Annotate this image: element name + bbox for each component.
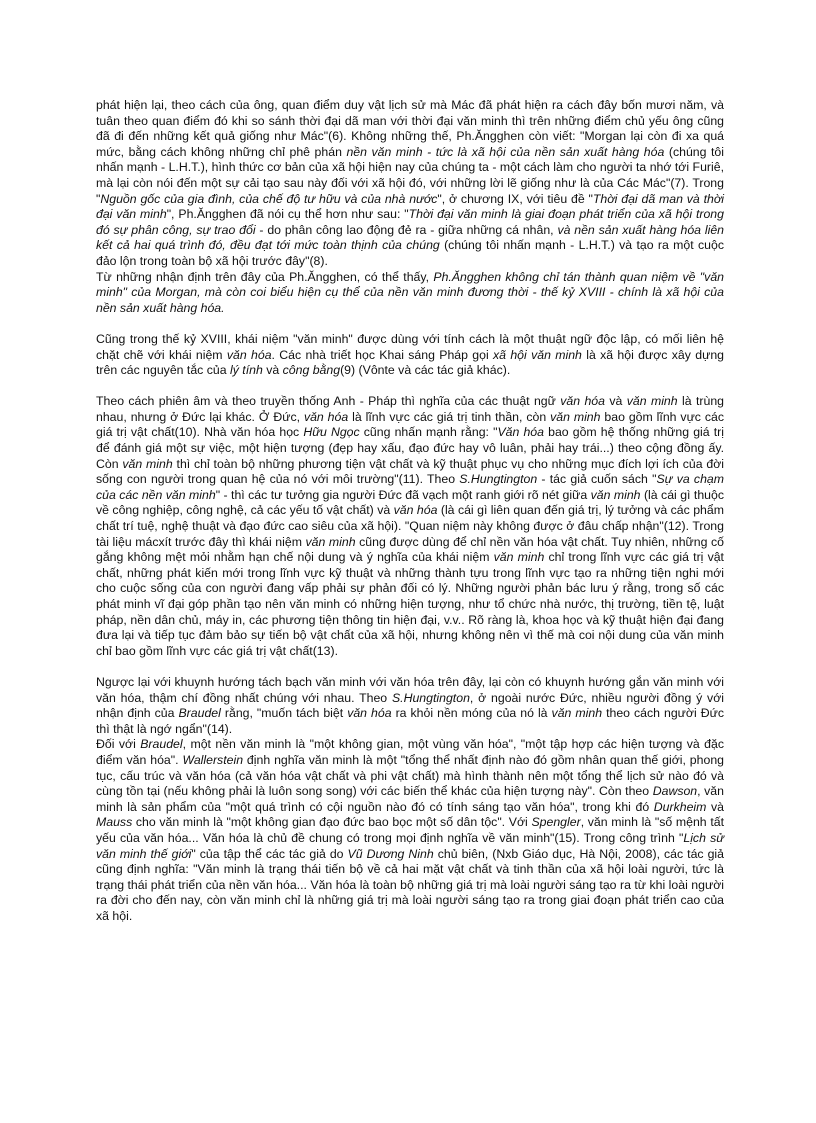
text-run: Cũng trong thế kỷ XVIII, khái niệm "văn minh" được dùng với tính cách là một thuật ngữ độc lập, có mối liên hệ chặt chẽ với khái niệm [96,331,724,362]
text-run: , một nền văn minh là "một không gian, một vùng văn hóa", "một tập hợp các hiện tượng và đặc điểm văn hóa". [96,737,724,767]
text-run: cũng được dùng để chỉ nền văn hóa vật chất. Tuy nhiên, những cố gắng không mệt mỏi nhằm hạn chế nội dung và ý nghĩa của khái niệm [96,534,724,565]
italic-text: Braudel [178,706,221,721]
paragraph [96,675,724,737]
italic-text: Hữu Ngọc [303,425,360,440]
text-run: Đối với [96,737,141,752]
italic-text: Nguồn gốc của gia đình, của chế độ tư hữu và của nhà nước [100,191,438,206]
italic-text: văn hóa [226,347,272,362]
text-run: Ngược lại với khuynh hướng tách bạch văn minh với văn hóa trên đây, lại còn có khuynh hướng gắn văn minh với văn hóa, thậm chí đồng nhất chúng với nhau. Theo [96,674,724,705]
text-run: là trùng nhau, nhưng ở Đức lại khác. Ở Đức, [96,394,724,424]
italic-text: công bằng [282,363,341,378]
italic-text: và nền sản xuất hàng hóa liên kết cả hai quá trình đó, đều đạt tới mức toàn thịnh của chúng [96,222,724,253]
text-run: (chúng tôi nhấn mạnh - L.H.T.), hình thức cơ bản của xã hội hiện nay của chúng ta - một cách làm cho người ta nhớ tới Furiê, mà lại còn nói đến một sự cải tạo sau này đối với xã hội đó, với những lời lẽ giống như là của Các Mác"(7). Trong " [96,144,724,206]
text-run: . Các nhà triết học Khai sáng Pháp gọi [271,347,494,362]
italic-text: xã hội văn minh [493,347,582,362]
italic-text: văn minh [626,394,678,409]
italic-text: Văn hóa [497,425,544,440]
italic-text: văn minh [122,456,173,471]
text-run: là lĩnh vực các giá trị tinh thần, còn [348,409,551,424]
text-run: - tác giả cuốn sách " [537,472,657,487]
italic-text: S.Hungtington [391,690,470,705]
italic-text: văn hóa [560,394,605,409]
text-run: , ở ngoài nước Đức, nhiều người đồng ý với nhận định của [96,690,724,721]
paragraph [96,332,724,379]
italic-text: Thời đại văn minh là giai đoạn phát triển của xã hội trong đó sự phân công, sự trao đổi [96,207,724,237]
paragraph [96,270,724,317]
text-run: cũng nhấn mạnh rằng: " [359,425,498,440]
text-run: và [262,363,283,378]
italic-text: Thời đại dã man và thời đại văn minh [96,191,724,222]
italic-text: S.Hungtington [459,472,538,487]
italic-text: văn minh [551,706,603,721]
text-run: (là cái gì thuộc về công nghiệp, công nghệ, cả các yếu tố vật chất) và [96,487,724,518]
text-run: - do phân công lao động đẻ ra - giữa những cá nhân, [255,222,558,237]
text-run: định nghĩa văn minh là một "tổng thể nhất định nào đó gồm nhân quan thế giới, phong tục, cấu trúc và văn hóa (cả văn hóa vật chất và phi vật chất) mà hình thành nên một tổng thể lịch sử nào đó và cùng tồn tại (nếu không phải là luôn song song) với các biến thể khác của hiện tượng này". Còn theo [96,752,724,799]
text-run: rằng, "muốn tách biệt [220,706,348,721]
italic-text: nền văn minh - tức là xã hội của nền sản xuất hàng hóa [346,144,665,159]
italic-text: văn minh [550,409,601,424]
italic-text: Mauss [96,815,133,830]
italic-text: lý tính [229,363,263,378]
paragraph [96,737,724,924]
text-run: " của tập thể các tác giả do [191,846,348,861]
text-run: cho văn minh là "một không gian đạo đức bao bọc một số dân tộc". Với [132,815,532,830]
paragraph-spacer [96,379,724,395]
text-run: bao gồm lĩnh vực các giá trị vật chất(10). Nhà văn hóa học [96,409,725,440]
italic-text: Spengler [531,815,581,830]
text-run: (chúng tôi nhấn mạnh - L.H.T.) và tạo ra một cuộc đảo lộn trong toàn bộ xã hội trước đây"(8). [96,238,724,268]
paragraph-spacer [96,316,724,332]
text-run: ", ở chương IX, với tiêu đề " [437,191,593,206]
italic-text: Dawson [652,784,698,799]
italic-text: văn hóa [347,706,392,721]
text-run: và [604,394,627,409]
paragraph [96,98,724,270]
text-run: ", Ph.Ăngghen đã nói cụ thể hơn như sau: " [166,207,409,222]
italic-text: Wallerstein [182,752,244,767]
italic-text: văn minh [493,550,545,565]
text-run: phát hiện lại, theo cách của ông, quan điểm duy vật lịch sử mà Mác đã phát hiện ra cách đây bốn mươi năm, và tuân theo quan điểm đó khi so sánh thời đại dã man với thời đại văn minh thì trên những điểm chủ yếu ông cũng đã đi đến những kết quả giống như Mác"(6). Không những thế, Ph.Ăngghen còn viết: "Morgan lại còn đi xa quá mức, bằng cách không những chỉ phê phán [96,98,724,159]
document-body [96,98,724,924]
text-run: chủ biên, (Nxb Giáo dục, Hà Nội, 2008), các tác giả cũng định nghĩa: "Văn minh là trạng thái tiến bộ về cả hai mặt vật chất và tinh thần của xã hội loài người, tức là trạng thái phát triển của nền văn hóa... Văn hóa là toàn bộ những giá trị mà loài người sáng tạo ra từ khi loài người ra đời cho đến nay, còn văn minh chỉ là những giá trị mà loài người sáng tạo ra trong giai đoạn phát triển cao của xã hội. [96,846,724,923]
paragraph [96,394,724,659]
italic-text: văn hóa [393,503,438,518]
text-run: " - thì các tư tưởng gia người Đức đã vạch một ranh giới rõ nét giữa [215,487,591,502]
italic-text: Vũ Dương Ninh [347,846,434,861]
text-run: thì chỉ toàn bộ những phương tiện vật chất và kỹ thuật phục vụ cho những mục đích lợi ích của đời sống con người trong quan hệ của nó với môi trường"(11). Theo [96,456,724,487]
italic-text: văn hóa [303,409,349,424]
text-run: ra khỏi nền móng của nó là [391,706,552,721]
italic-text: văn minh [305,534,356,549]
text-run: là xã hội được xây dựng trên các nguyên tắc của [96,347,724,378]
italic-text: Ph.Ăngghen không chỉ tán thành quan niệm về "văn minh" của Morgan, mà còn coi biểu hiện cụ thể của nền văn minh đương thời - thế kỷ XVIII - chính là xã hội của nền sản xuất hàng hóa. [96,269,725,315]
text-run: , văn minh là sản phẩm của "một quá trình có cội nguồn nào đó có tính sáng tạo văn hóa", trong khi đó [96,784,724,814]
text-run: (là cái gì liên quan đến giá trị, lý tưởng và các phẩm chất trí tuệ, nghệ thuật và đạo đức cao siêu của xã hội). "Quan niệm này không được ở đâu chấp nhận"(12). Trong tài liệu mácxít trước đây thì khái niệm [96,503,724,549]
text-run: Theo cách phiên âm và theo truyền thống Anh - Pháp thì nghĩa của các thuật ngữ [96,394,561,409]
italic-text: Durkheim [653,799,707,814]
italic-text: văn minh [590,487,641,502]
text-run: và [706,799,724,814]
paragraph-spacer [96,659,724,675]
italic-text: Lịch sử văn minh thế giới [96,830,725,861]
text-run: chỉ trong lĩnh vực các giá trị vật chất, những phát kiến mới trong lĩnh vực kỹ thuật và những thành tựu trong lĩnh vực tạo ra những tiện nghi mới cho cuộc sống của con người đang vấp phải sự phản đối có lý. Những người phản bác lưu ý rằng, trong số các phát minh vĩ đại góp phần tạo nên văn minh có những hiện tượng, như tổ chức nhà nước, thị trường, tiền tệ, luật pháp, nền dân chủ, máy in, các phương tiện thông tin hiện đại, v.v.. Rõ ràng là, khoa học và kỹ thuật hiện đại đang đưa lại và tiếp tục đảm bảo sự tiến bộ vật chất của xã hội, nhưng không nên vì thế mà coi nội dung của văn minh chỉ bao gồm lĩnh vực các giá trị vật chất(13). [96,550,724,658]
text-run: , văn minh là "số mệnh tất yếu của văn hóa... Văn hóa là chủ đề chung có trong mọi định nghĩa về văn minh"(15). Trong công trình " [96,815,724,845]
italic-text: Braudel [140,737,183,752]
text-run: theo cách người Đức thì thật là ngớ ngẩn"(14). [96,706,724,736]
italic-text: Sự va chạm của các nền văn minh [96,472,724,502]
text-run: Từ những nhận định trên đây của Ph.Ăngghen, có thể thấy, [96,269,434,284]
text-run: bao gồm hệ thống những giá trị để đánh giá một sự việc, một hiện tượng (đẹp hay xấu, đạo đức hay vô luân, phải hay trái...) theo cộng đồng ấy. Còn [96,425,724,471]
text-run: (9) (Vônte và các tác giả khác). [340,363,511,378]
